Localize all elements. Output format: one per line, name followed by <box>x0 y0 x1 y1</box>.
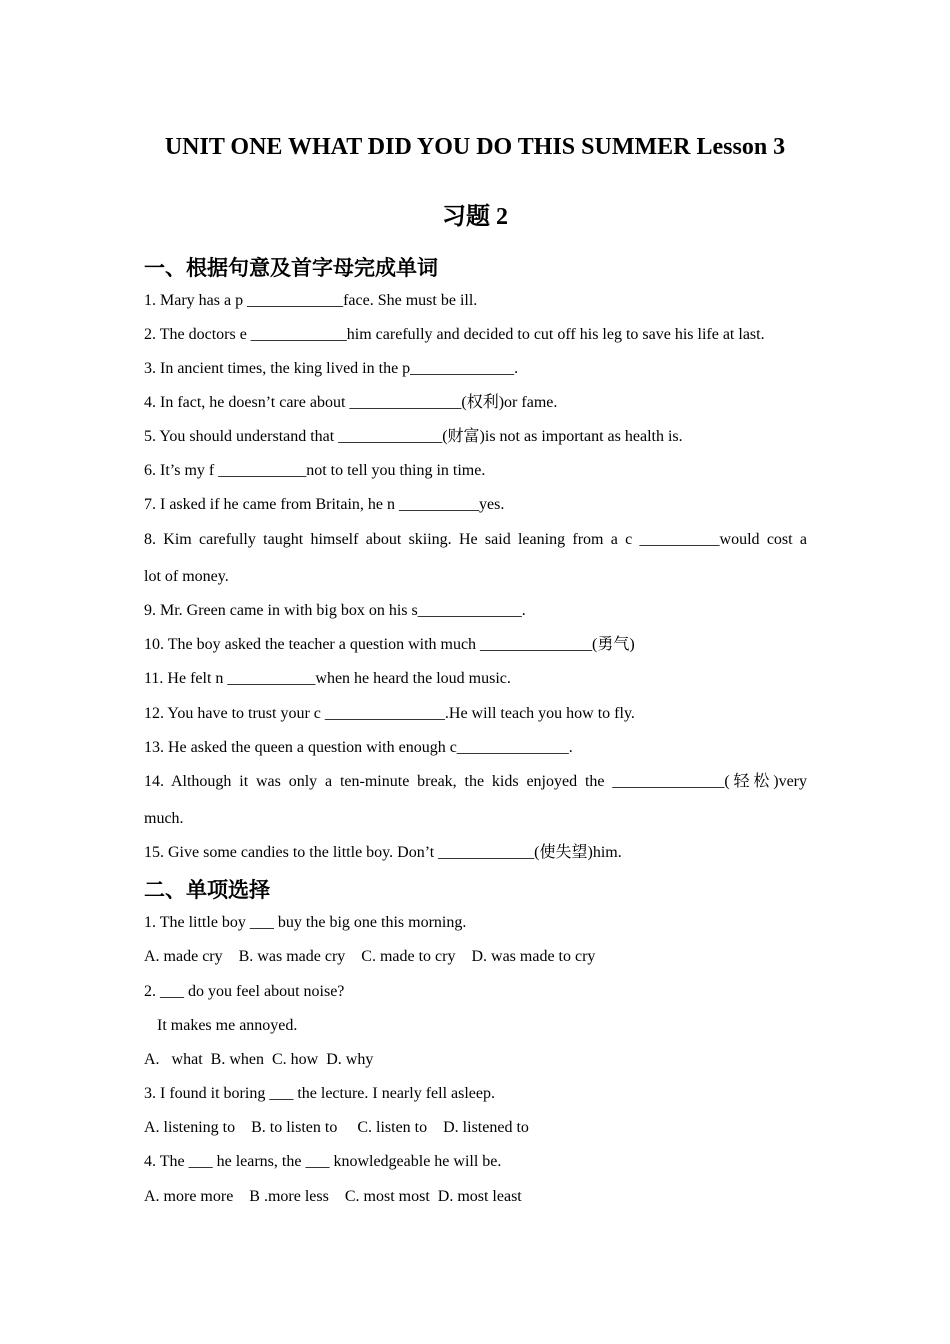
document-title: UNIT ONE WHAT DID YOU DO THIS SUMMER Lesson 3 <box>164 134 786 160</box>
question-line: 10. The boy asked the teacher a question with much ______________(勇气) <box>144 636 635 653</box>
question-line: 3. I found it boring ___ the lecture. I nearly fell asleep. <box>144 1085 495 1102</box>
question-line: 6. It’s my f ___________not to tell you thing in time. <box>144 462 486 479</box>
document-subtitle: 习题 2 <box>442 204 508 230</box>
question-line: 11. He felt n ___________when he heard the loud music. <box>144 670 511 687</box>
question-line: 7. I asked if he came from Britain, he n __________yes. <box>144 496 505 513</box>
question-line: 5. You should understand that _____________(财富)is not as important as health is. <box>144 428 683 445</box>
question-line: 14. Although it was only a ten-minute break, the kids enjoyed the ______________(轻松)very <box>144 773 807 790</box>
answer-options: A. more more B .more less C. most most D. most least <box>144 1188 522 1205</box>
answer-options: A. listening to B. to listen to C. listen to D. listened to <box>144 1119 529 1136</box>
question-line: 4. The ___ he learns, the ___ knowledgeable he will be. <box>144 1153 502 1170</box>
question-line: 2. ___ do you feel about noise? <box>144 983 345 1000</box>
question-line-continued: lot of money. <box>144 568 229 585</box>
answer-options: A. made cry B. was made cry C. made to cry D. was made to cry <box>144 948 596 965</box>
question-line-continued: much. <box>144 810 184 827</box>
question-line: 1. The little boy ___ buy the big one this morning. <box>144 914 467 931</box>
question-line: 8. Kim carefully taught himself about skiing. He said leaning from a c __________would cost a <box>144 531 807 548</box>
question-line: 9. Mr. Green came in with big box on his s_____________. <box>144 602 526 619</box>
section-heading-multiple-choice: 二、单项选择 <box>144 878 270 902</box>
question-line: 1. Mary has a p ____________face. She must be ill. <box>144 292 478 309</box>
question-line: 4. In fact, he doesn’t care about ______________(权利)or fame. <box>144 394 558 411</box>
question-line: 12. You have to trust your c _______________.He will teach you how to fly. <box>144 705 635 722</box>
dialogue-response: It makes me annoyed. <box>157 1017 298 1034</box>
question-line: 15. Give some candies to the little boy. Don’t ____________(使失望)him. <box>144 844 622 861</box>
answer-options: A. what B. when C. how D. why <box>144 1051 374 1068</box>
question-line: 2. The doctors e ____________him carefully and decided to cut off his leg to save his life at last. <box>144 326 765 343</box>
section-heading-fill-in: 一、根据句意及首字母完成单词 <box>144 256 438 280</box>
question-line: 3. In ancient times, the king lived in the p_____________. <box>144 360 519 377</box>
question-line: 13. He asked the queen a question with enough c______________. <box>144 739 573 756</box>
